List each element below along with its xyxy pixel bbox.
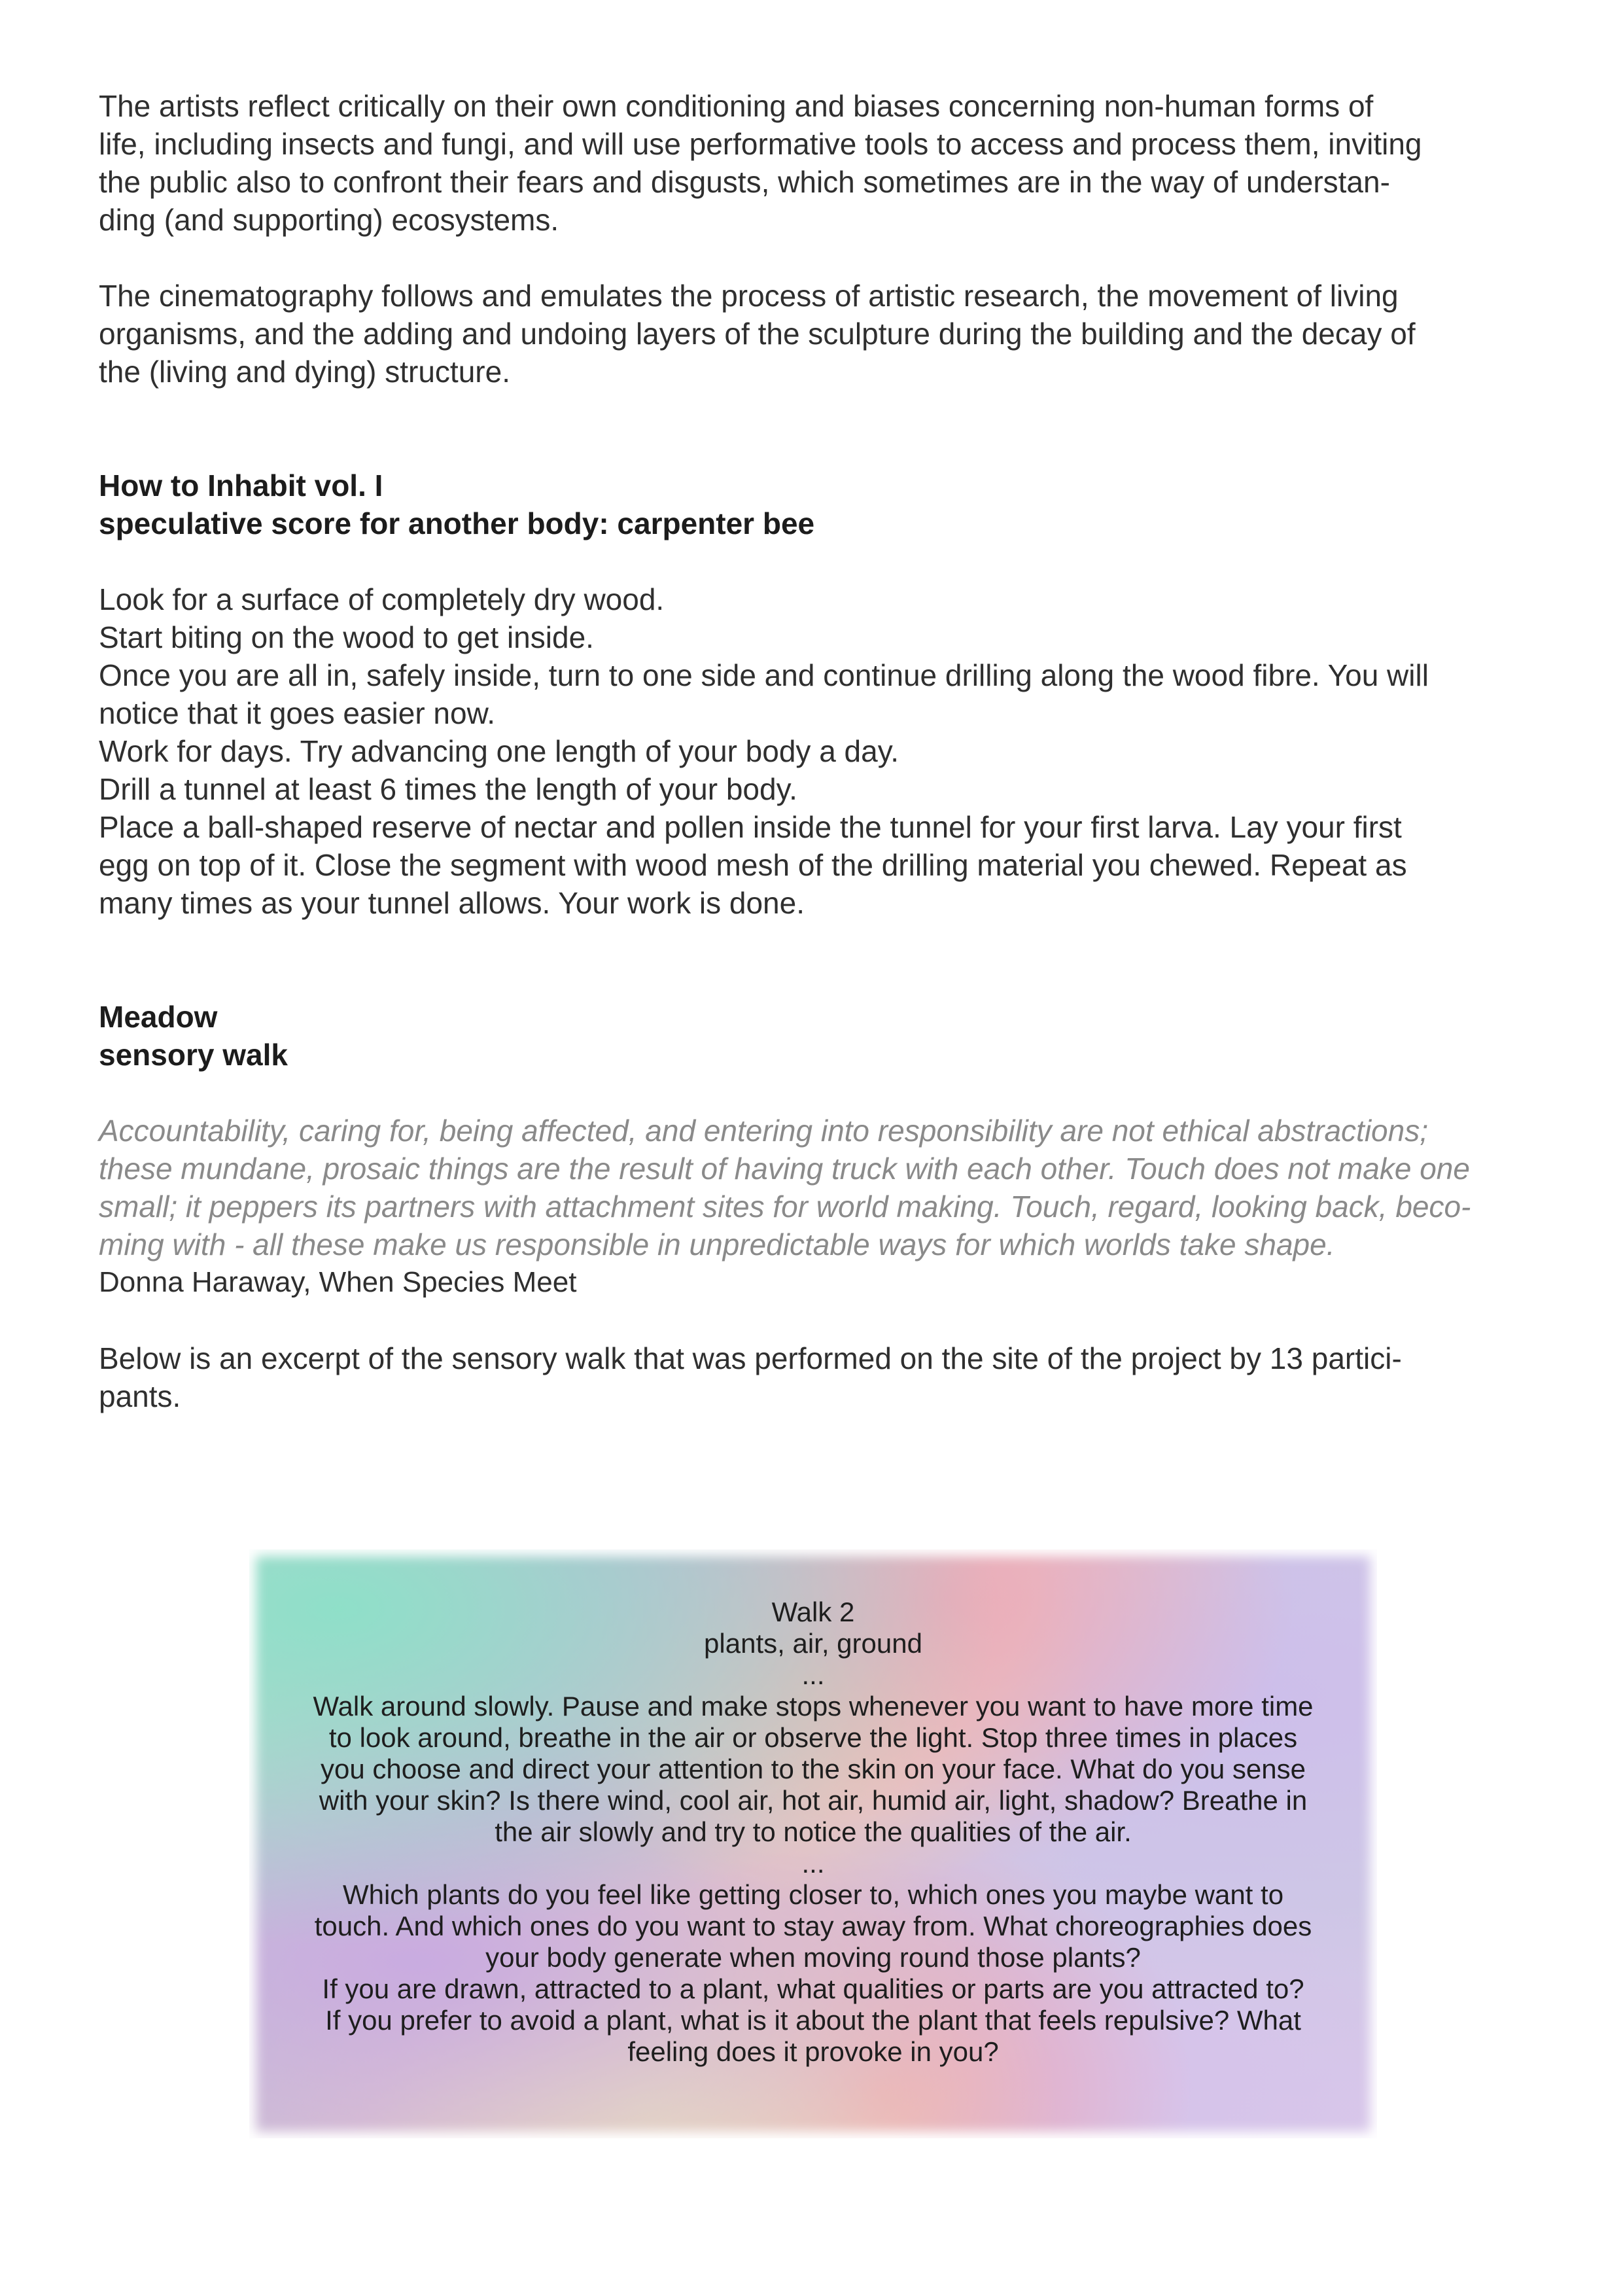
text-line: notice that it goes easier now. — [99, 696, 496, 730]
section-heading-inhabit — [99, 467, 814, 542]
text-line: you choose and direct your attention to the skin on your face. What do you sense — [321, 1754, 1306, 1784]
section-title: Meadow — [99, 1000, 218, 1034]
text-line: Drill a tunnel at least 6 times the length of your body. — [99, 772, 797, 806]
text-line: pants. — [99, 1379, 181, 1413]
text-line: Accountability, caring for, being affected, and entering into responsibility are not ethical abstractions; — [99, 1114, 1428, 1148]
text-line: small; it peppers its partners with attachment sites for world making. Touch, regard, looking back, beco- — [99, 1190, 1471, 1224]
text-line: Below is an excerpt of the sensory walk that was performed on the site of the project by 13 partici- — [99, 1341, 1402, 1375]
section-subtitle: sensory walk — [99, 1038, 288, 1072]
text-line: Work for days. Try advancing one length of your body a day. — [99, 734, 899, 768]
text-line: Walk around slowly. Pause and make stops whenever you want to have more time — [313, 1691, 1314, 1722]
text-line: feeling does it provoke in you? — [627, 2036, 999, 2067]
text-line: ming with - all these make us responsible in unpredictable ways for which worlds take shape. — [99, 1227, 1335, 1262]
text-line: life, including insects and fungi, and will use performative tools to access and process them, inviting — [99, 127, 1422, 161]
text-line: your body generate when moving round those plants? — [485, 1942, 1141, 1973]
text-line: egg on top of it. Close the segment with wood mesh of the drilling material you chewed. Repeat as — [99, 848, 1407, 882]
walk-text — [249, 1597, 1377, 2068]
text-line: the public also to confront their fears and disgusts, which sometimes are in the way of understan- — [99, 165, 1390, 199]
text-line: with your skin? Is there wind, cool air, hot air, humid air, light, shadow? Breathe in — [319, 1785, 1308, 1816]
text-line: The cinematography follows and emulates the process of artistic research, the movement of living — [99, 279, 1399, 313]
text-line: many times as your tunnel allows. Your work is done. — [99, 886, 805, 920]
ellipsis: ... — [801, 1659, 825, 1690]
text-line: Look for a surface of completely dry wood. — [99, 582, 665, 616]
section-heading-meadow — [99, 998, 288, 1074]
ellipsis: ... — [801, 1848, 825, 1879]
text-line: Place a ball-shaped reserve of nectar and pollen inside the tunnel for your first larva. Lay your first — [99, 810, 1402, 844]
text-line: Which plants do you feel like getting closer to, which ones you maybe want to — [342, 1879, 1284, 1910]
quote-credit: Donna Haraway, When Species Meet — [99, 1266, 577, 1298]
excerpt-intro — [99, 1339, 1402, 1415]
text-line: If you prefer to avoid a plant, what is it about the plant that feels repulsive? What — [325, 2005, 1301, 2036]
text-line: touch. And which ones do you want to stay away from. What choreographies does — [314, 1911, 1312, 1941]
text-line: Start biting on the wood to get inside. — [99, 620, 594, 654]
text-line: organisms, and the adding and undoing layers of the sculpture during the building and the decay of — [99, 317, 1416, 351]
text-line: Once you are all in, safely inside, turn to one side and continue drilling along the wood fibre. You will — [99, 658, 1429, 692]
text-line: these mundane, prosaic things are the result of having truck with each other. Touch does not make one — [99, 1152, 1470, 1186]
section-subtitle: speculative score for another body: carpenter bee — [99, 506, 815, 540]
section-title: How to Inhabit vol. I — [99, 468, 383, 503]
text-line: the air slowly and try to notice the qualities of the air. — [495, 1816, 1132, 1847]
walk-title: Walk 2 — [771, 1597, 855, 1627]
intro-paragraph-2 — [99, 277, 1416, 391]
text-line: If you are drawn, attracted to a plant, what qualities or parts are you attracted to? — [322, 1973, 1304, 2004]
sensory-walk-box — [249, 1549, 1377, 2138]
haraway-quote — [99, 1112, 1471, 1263]
walk-subtitle: plants, air, ground — [704, 1628, 922, 1659]
text-line: the (living and dying) structure. — [99, 355, 510, 389]
text-line: The artists reflect critically on their own conditioning and biases concerning non-human forms of — [99, 89, 1374, 123]
text-line: ding (and supporting) ecosystems. — [99, 203, 559, 237]
text-line: to look around, breathe in the air or observe the light. Stop three times in places — [328, 1722, 1298, 1753]
intro-paragraph-1 — [99, 87, 1422, 239]
score-instructions — [99, 580, 1429, 922]
